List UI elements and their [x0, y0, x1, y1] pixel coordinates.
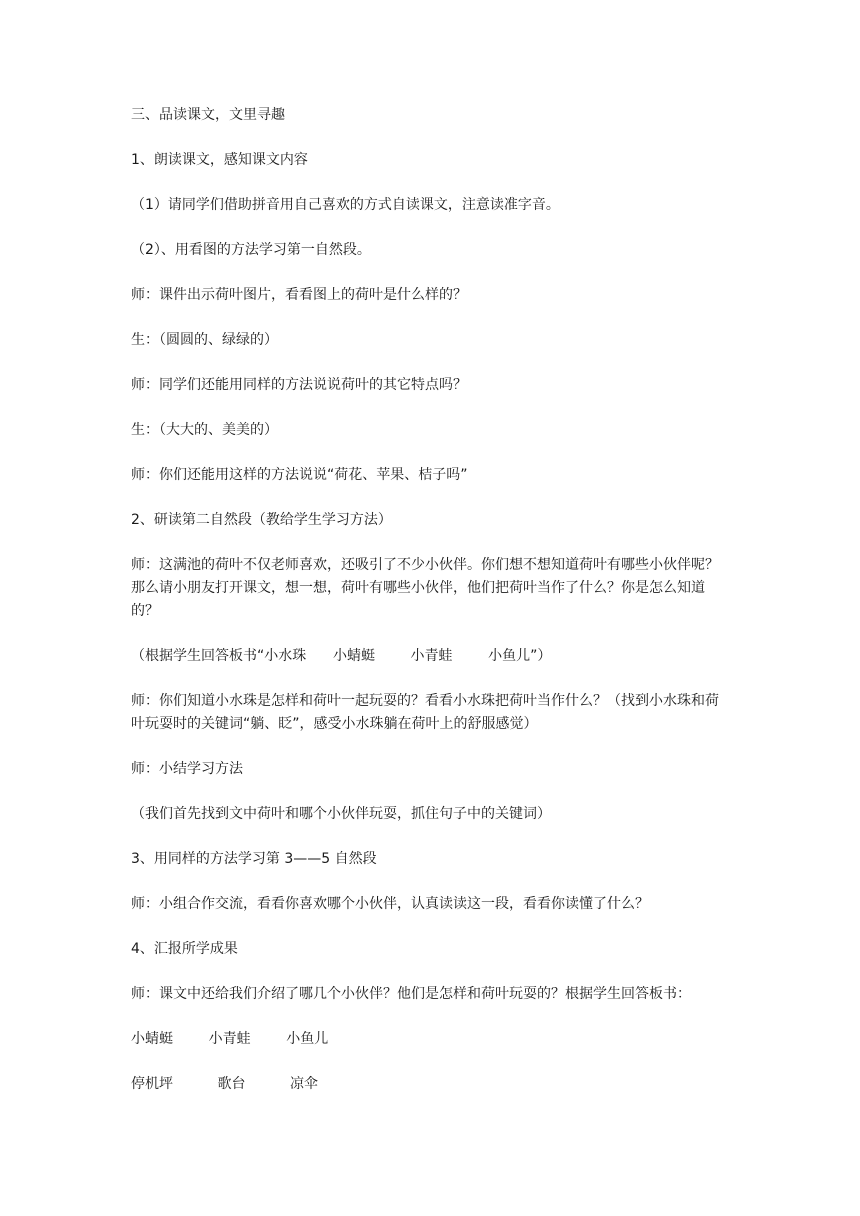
paragraph: 生：（大大的、美美的） — [131, 422, 278, 438]
paragraph: （2）、用看图的方法学习第一自然段。 — [131, 242, 371, 258]
section-heading: 三、品读课文，文里寻趣 — [131, 107, 285, 123]
paragraph: 师：同学们还能用同样的方法说说荷叶的其它特点吗？ — [131, 377, 467, 393]
board-notes-objects: 停机坪 歌台 凉伞 — [131, 1076, 319, 1092]
subsection-heading: 4、汇报所学成果 — [131, 941, 238, 957]
paragraph: 生：（圆圆的、绿绿的） — [131, 332, 278, 348]
board-notes-partners: 小蜻蜓 小青蛙 小鱼儿 — [131, 1031, 329, 1047]
document-body — [131, 104, 731, 1118]
paragraph: （1）请同学们借助拼音用自己喜欢的方式自读课文，注意读准字音。 — [131, 197, 560, 213]
paragraph: 师：你们知道小水珠是怎样和荷叶一起玩耍的？看看小水珠把荷叶当作什么？（找到小水珠和荷叶玩耍时的关键词“躺、眨”，感受小水珠躺在荷叶上的舒服感觉） — [131, 693, 719, 732]
paragraph: （我们首先找到文中荷叶和哪个小伙伴玩耍，抓住句子中的关键词） — [131, 806, 551, 822]
paragraph: 师：你们还能用这样的方法说说“荷花、苹果、桔子吗” — [131, 467, 468, 483]
paragraph: 师：小结学习方法 — [131, 761, 243, 777]
paragraph: （根据学生回答板书“小水珠 小蜻蜓 小青蛙 小鱼儿”） — [131, 648, 552, 664]
paragraph: 师：课件出示荷叶图片，看看图上的荷叶是什么样的？ — [131, 287, 467, 303]
paragraph: 师：课文中还给我们介绍了哪几个小伙伴？他们是怎样和荷叶玩耍的？根据学生回答板书： — [131, 986, 691, 1002]
subsection-heading: 1、朗读课文，感知课文内容 — [131, 152, 308, 168]
subsection-heading: 3、用同样的方法学习第 3——5 自然段 — [131, 851, 377, 867]
paragraph: 师：小组合作交流，看看你喜欢哪个小伙伴，认真读读这一段，看看你读懂了什么？ — [131, 896, 649, 912]
subsection-heading: 2、研读第二自然段（教给学生学习方法） — [131, 512, 392, 528]
paragraph: 师：这满池的荷叶不仅老师喜欢，还吸引了不少小伙伴。你们想不想知道荷叶有哪些小伙伴呢？那么请小朋友打开课文，想一想，荷叶有哪些小伙伴，他们把荷叶当作了什么？你是怎么知道的？ — [131, 557, 719, 619]
